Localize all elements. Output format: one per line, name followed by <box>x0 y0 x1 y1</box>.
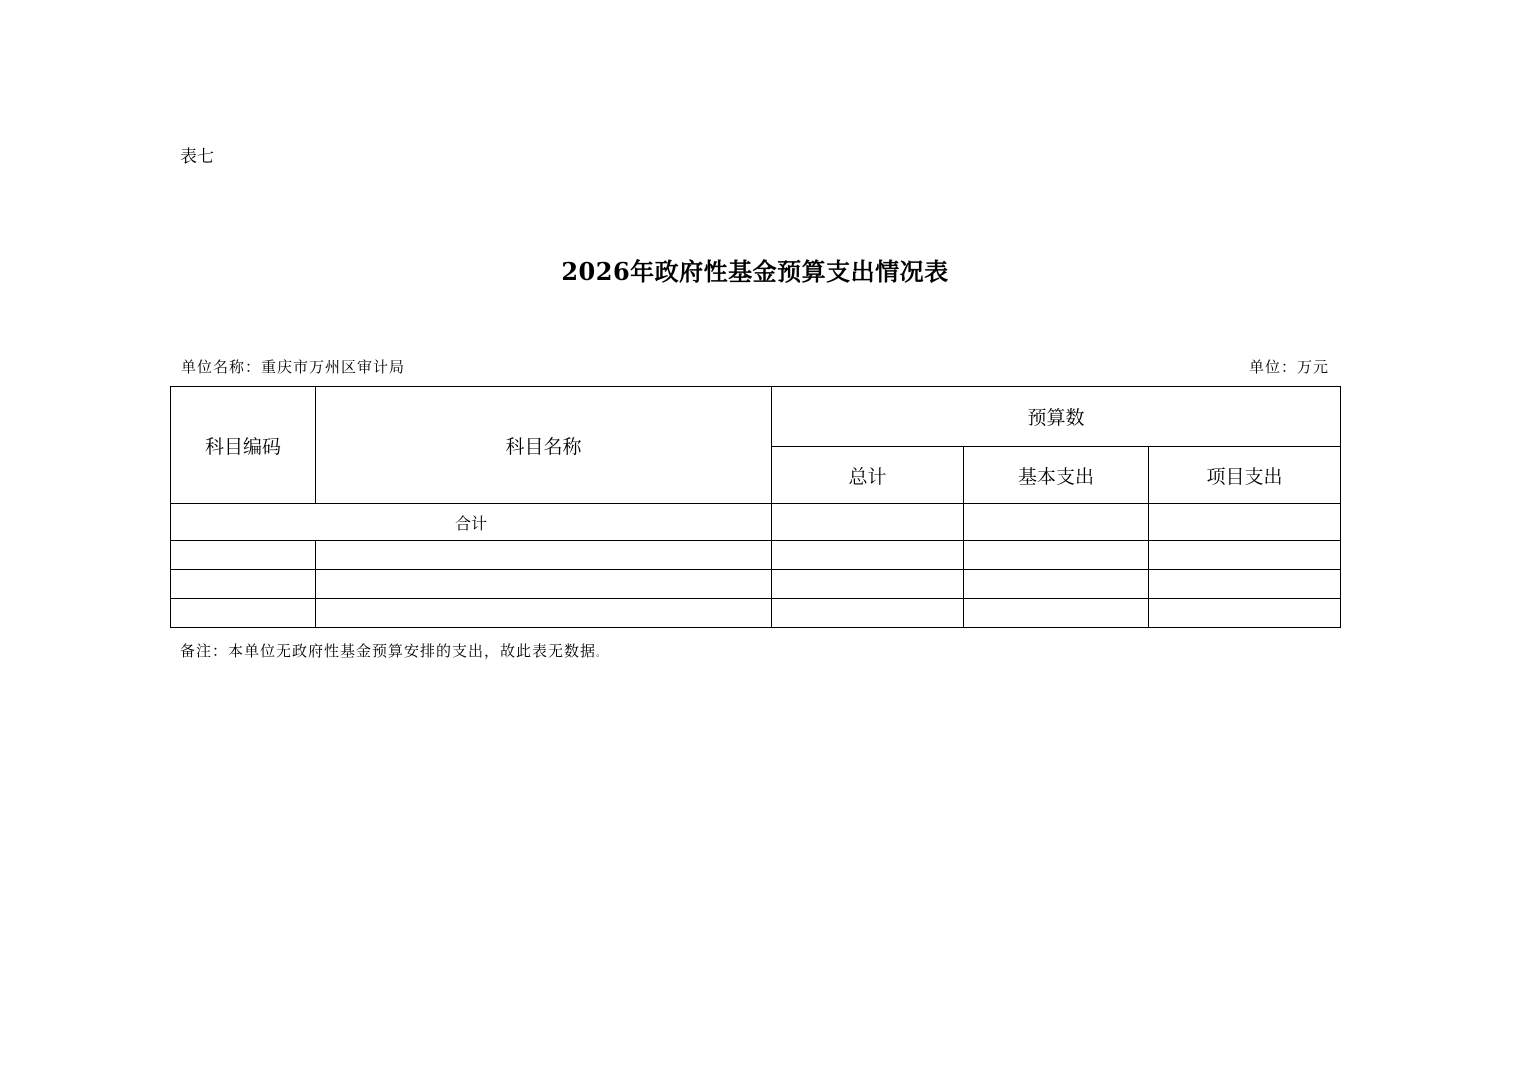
total-row-label: 合计 <box>171 504 772 541</box>
table-row <box>171 599 1341 628</box>
total-row <box>171 504 1341 541</box>
row-project-cell <box>1149 570 1341 599</box>
footnote-period: 。 <box>596 649 607 659</box>
row-code-cell <box>171 599 316 628</box>
row-basic-cell <box>964 570 1149 599</box>
table-row <box>171 570 1341 599</box>
row-basic-cell <box>964 599 1149 628</box>
row-code-cell <box>171 570 316 599</box>
row-name-cell <box>316 570 772 599</box>
header-subject-name: 科目名称 <box>316 387 772 504</box>
header-row-1 <box>171 387 1341 447</box>
table-number-label: 表七 <box>180 147 214 167</box>
row-name-cell <box>316 541 772 570</box>
currency-unit-label: 单位：万元 <box>1248 358 1329 376</box>
header-project-expenditure: 项目支出 <box>1149 447 1341 504</box>
row-project-cell <box>1149 541 1341 570</box>
row-project-cell <box>1149 599 1341 628</box>
total-row-total-cell <box>772 504 964 541</box>
row-total-cell <box>772 599 964 628</box>
budget-expenditure-table <box>170 386 1341 628</box>
row-total-cell <box>772 570 964 599</box>
row-name-cell <box>316 599 772 628</box>
header-total: 总计 <box>772 447 964 504</box>
total-row-project-cell <box>1149 504 1341 541</box>
document-title: 2026年政府性基金预算支出情况表 <box>561 257 949 286</box>
row-basic-cell <box>964 541 1149 570</box>
header-budget-group: 预算数 <box>772 387 1341 447</box>
unit-name-label: 单位名称：重庆市万州区审计局 <box>181 358 406 376</box>
row-code-cell <box>171 541 316 570</box>
footnote <box>180 640 606 661</box>
table-row <box>171 541 1341 570</box>
header-basic-expenditure: 基本支出 <box>964 447 1149 504</box>
total-row-basic-cell <box>964 504 1149 541</box>
header-subject-code: 科目编码 <box>171 387 316 504</box>
row-total-cell <box>772 541 964 570</box>
footnote-text: 备注：本单位无政府性基金预算安排的支出，故此表无数据 <box>180 642 597 660</box>
